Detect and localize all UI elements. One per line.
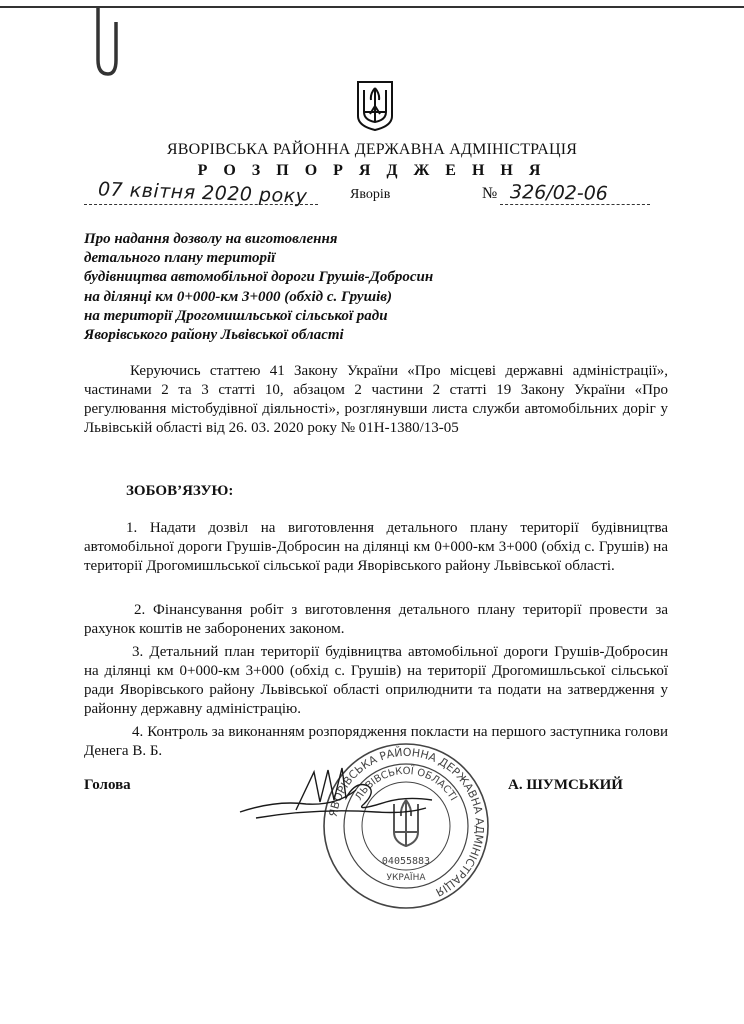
- item-paragraph-1: 1. Надати дозвіл на виготовлення детального плану території будівництва автомобільної дороги Грушів-Добросин на ділянці км 0+000-км 3+000 (обхід с. Грушів) на території Дрогомишльської сільської ради Яворівського району Львівської області.: [84, 520, 668, 574]
- subject-line: будівництва автомобільної дороги Грушів-Добросин: [84, 269, 434, 286]
- intro-paragraph: Керуючись статтею 41 Закону України «Про місцеві державні адміністрації», частинами 2 та 3 статті 10, абзацом 2 частини 2 статті 19 Закону України «Про регулювання містобудівної діяльності», розглянувши листа служби автомобільних доріг у Львівській області від 26. 03. 2020 року № 01Н-1380/13-05: [84, 363, 668, 436]
- place-name: Яворів: [350, 187, 391, 202]
- subject-block: [84, 230, 484, 345]
- handwritten-signature: [236, 760, 436, 830]
- subject-line: детального плану території: [84, 250, 276, 267]
- number-label: №: [482, 185, 498, 202]
- subject-line: Про надання дозволу на виготовлення: [84, 231, 338, 247]
- subject-line: на ділянці км 0+000-км 3+000 (обхід с. Грушів): [84, 288, 392, 305]
- signatory-title: Голова: [84, 777, 131, 793]
- subject-line: на території Дрогомишльської сільської ради: [84, 307, 388, 324]
- handwritten-number: 326/02-06: [509, 181, 609, 205]
- obligation-heading: ЗОБОВ’ЯЗУЮ:: [126, 483, 234, 499]
- number-underline: [500, 204, 650, 205]
- signatory-name: А. ШУМСЬКИЙ: [508, 777, 623, 793]
- date-underline: [84, 204, 318, 205]
- item-paragraph-3: 3. Детальний план території будівництва автомобільної дороги Грушів-Добросин на ділянці км 0+000-км 3+000 (обхід с. Грушів) на території Дрогомишльської сільської ради Яворівського району Львівської області оприлюднити та подати на затвердження у районну державну адміністрацію.: [84, 644, 668, 717]
- stamp-outer-text: ЯВОРІВСЬКА РАЙОННА ДЕРЖАВНА АДМІНІСТРАЦІЯ: [326, 745, 487, 899]
- stamp-country: УКРАЇНА: [386, 873, 426, 883]
- stamp-code: 04055883: [381, 856, 431, 867]
- item-paragraph-2: 2. Фінансування робіт з виготовлення детального плану території провести за рахунок коштів не заборонених законом.: [84, 602, 668, 637]
- paper-clip-icon: [86, 8, 126, 80]
- organization-name: ЯВОРІВСЬКА РАЙОННА ДЕРЖАВНА АДМІНІСТРАЦІЯ: [166, 141, 578, 158]
- document-type-title: Р О З П О Р Я Д Ж Е Н Н Я: [197, 162, 547, 179]
- trident-emblem-icon: [356, 80, 394, 132]
- subject-line: Яворівського району Львівської області: [84, 327, 344, 344]
- handwritten-date: 07 квітня 2020 року: [97, 178, 308, 208]
- stamp-inner-text: ЛЬВІВСЬКОЇ ОБЛАСТІ: [353, 765, 459, 803]
- item-paragraph-4: 4. Контроль за виконанням розпорядження покласти на першого заступника голови Денега В. Б.: [84, 724, 668, 759]
